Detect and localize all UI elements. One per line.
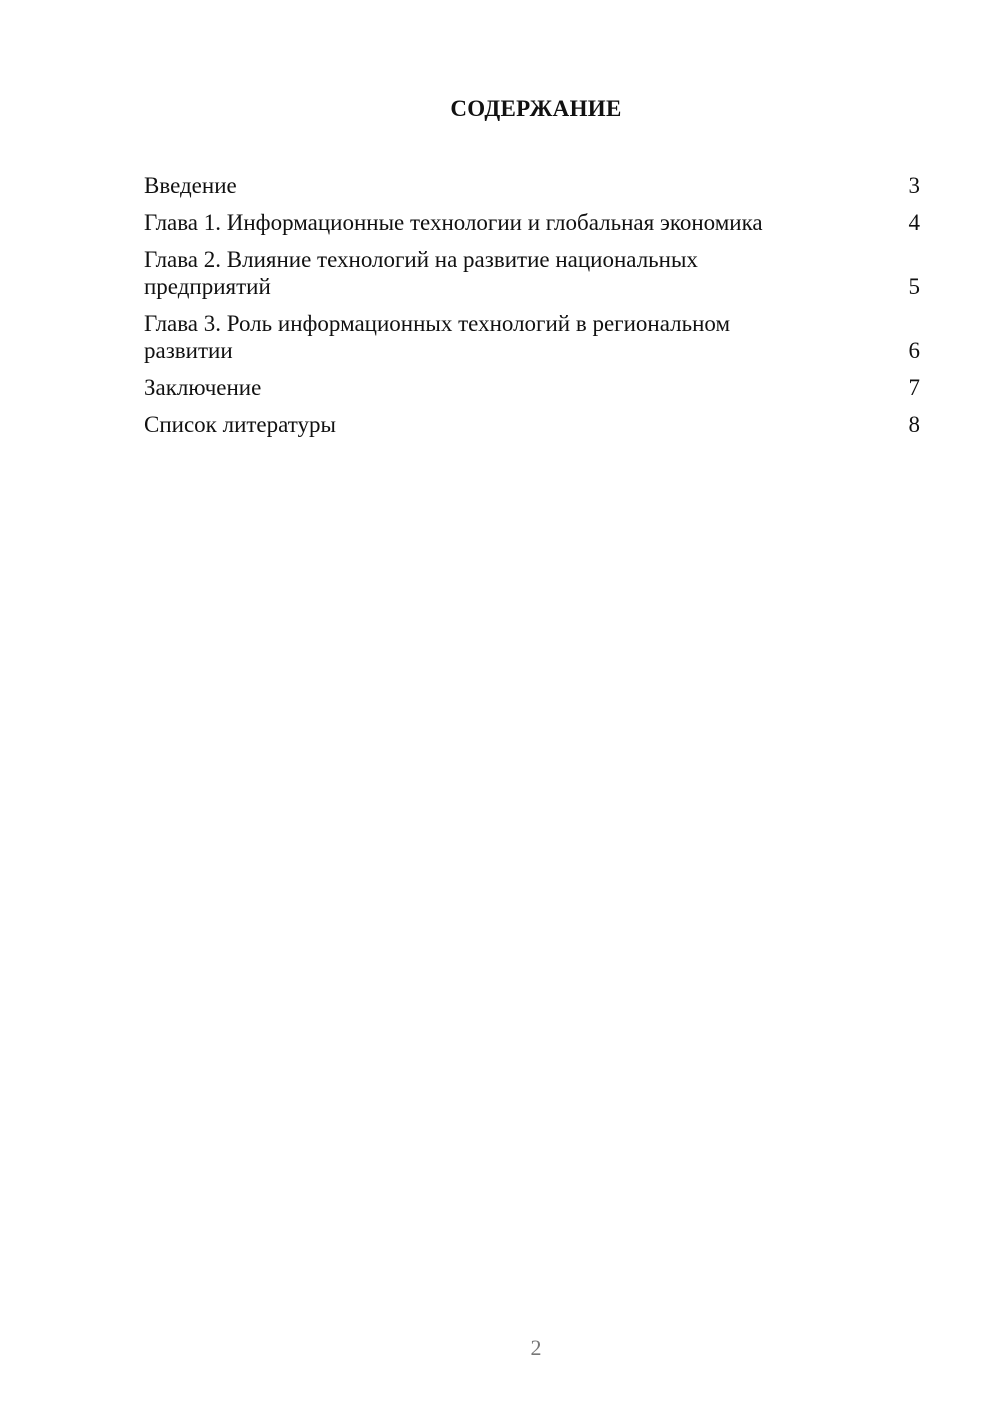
toc-entry-page: 8 [908,412,920,437]
table-of-contents [144,172,920,448]
toc-entry-page: 6 [908,338,920,363]
toc-entry-label: Введение [144,173,237,198]
toc-entry-chapter-2 [144,246,920,300]
toc-entry-label: Список литературы [144,412,336,437]
toc-entry-page: 7 [908,375,920,400]
toc-entry-introduction [144,172,920,199]
page-title: СОДЕРЖАНИЕ [450,96,622,121]
page-number: 2 [530,1335,542,1360]
toc-entry-page: 4 [908,210,920,235]
toc-entry-label: Глава 1. Информационные технологии и глобальная экономика [144,210,763,235]
toc-entry-conclusion [144,374,920,401]
toc-entry-label: Глава 3. Роль информационных технологий в региональном развитии [144,311,731,363]
toc-entry-chapter-3 [144,310,920,364]
toc-entry-references [144,411,920,438]
toc-entry-page: 5 [908,274,920,299]
toc-entry-chapter-1 [144,209,920,236]
toc-entry-label: Заключение [144,375,262,400]
toc-entry-label: Глава 2. Влияние технологий на развитие национальных предприятий [144,247,698,299]
toc-entry-page: 3 [908,173,920,198]
